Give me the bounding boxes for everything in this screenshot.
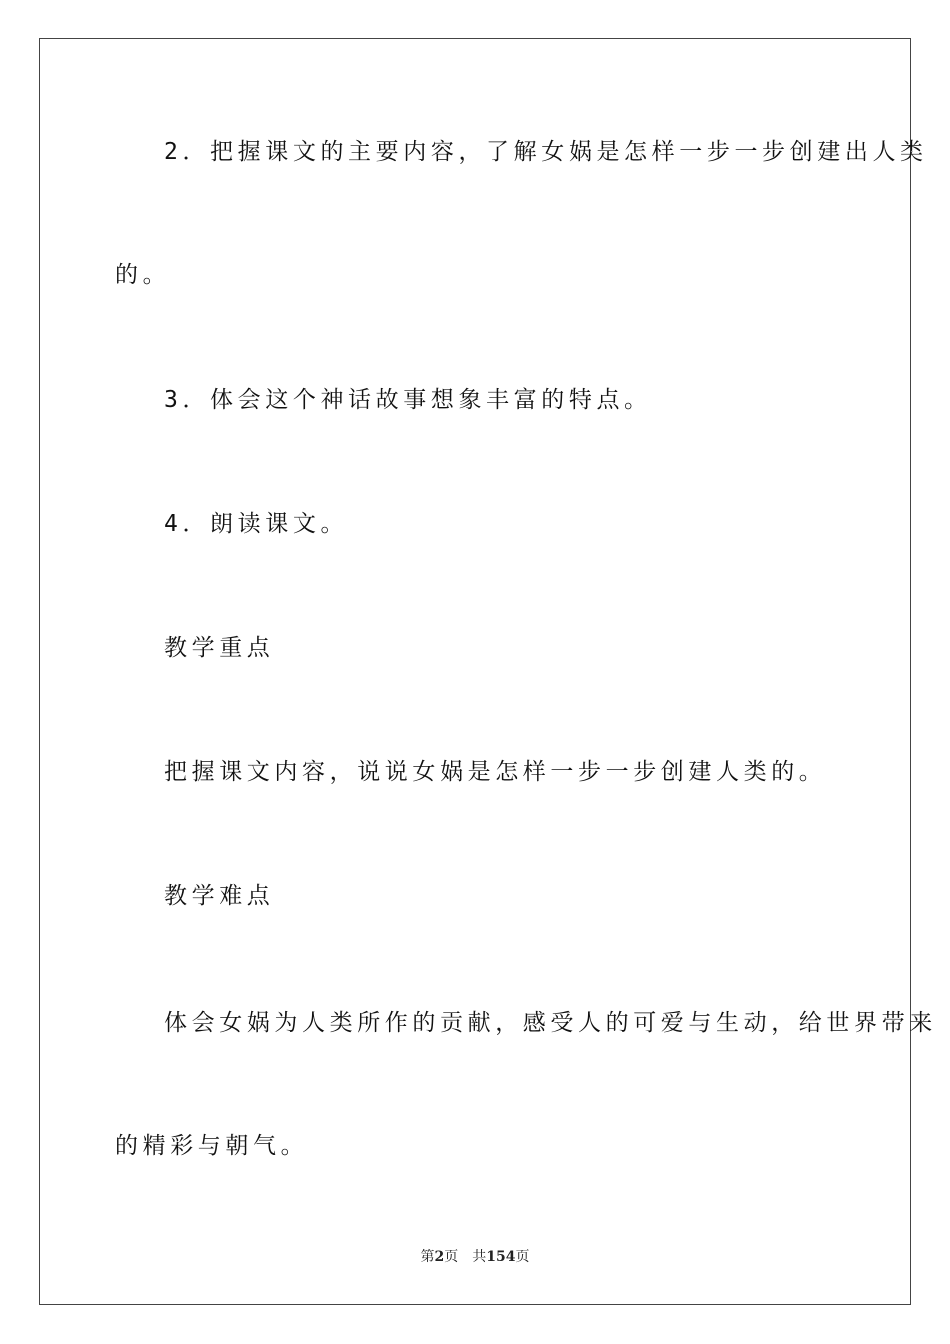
footer-total-pages: 154 [486,1249,516,1265]
footer-page-suffix: 页 [444,1249,459,1265]
paragraph-teaching-focus: 把握课文内容，说说女娲是怎样一步一步创建人类的。 [164,759,827,785]
paragraph-objective-4: 4．朗读课文。 [164,511,349,537]
paragraph-objective-2-line-2: 的。 [115,262,171,288]
heading-teaching-difficulty: 教学难点 [164,883,275,909]
paragraph-objective-2-line-1: 2．把握课文的主要内容，了解女娲是怎样一步一步创建出人类 [164,139,928,165]
paragraph-objective-3: 3．体会这个神话故事想象丰富的特点。 [164,387,652,413]
paragraph-teaching-difficulty-line-1: 体会女娲为人类所作的贡献，感受人的可爱与生动，给世界带来 [164,1010,937,1036]
paragraph-teaching-difficulty-line-2: 的精彩与朝气。 [115,1133,309,1159]
footer-page-prefix: 第 [420,1249,435,1265]
page-frame [39,38,911,1305]
page-footer [0,1246,950,1266]
footer-total-prefix: 共 [472,1249,487,1265]
heading-teaching-focus: 教学重点 [164,635,275,661]
footer-page-number: 2 [434,1249,445,1265]
footer-total-suffix: 页 [515,1249,530,1265]
